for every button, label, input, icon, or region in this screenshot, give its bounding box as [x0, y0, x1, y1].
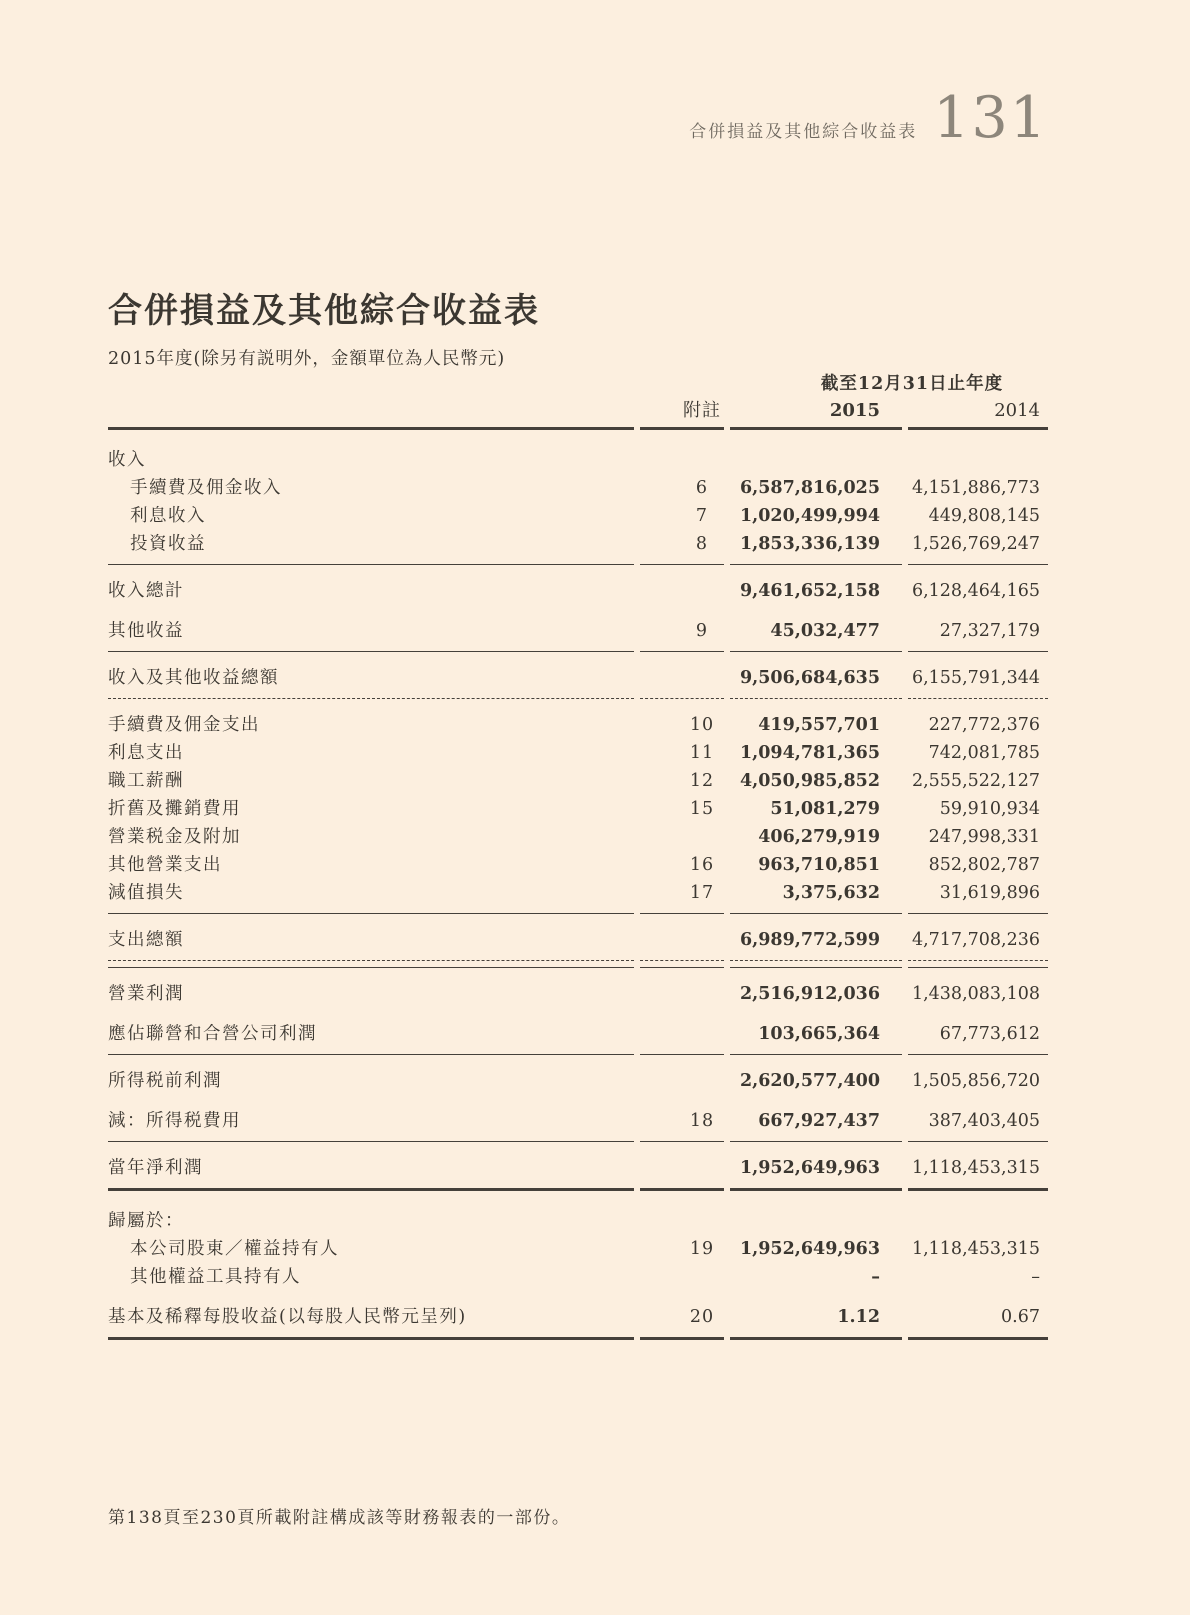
rule-segment — [730, 651, 902, 652]
rule-segment — [108, 651, 634, 652]
rule-segment — [640, 1188, 724, 1191]
rule-segment — [908, 960, 1048, 961]
table-row — [108, 1235, 1048, 1263]
table-row — [108, 823, 1048, 851]
row-value-2015: 6,587,816,025 — [739, 478, 880, 498]
row-value-2015 — [730, 450, 902, 470]
row-value-2015: 406,279,919 — [758, 827, 880, 847]
row-label: 手續費及佣金支出 — [108, 715, 260, 735]
table-row — [108, 767, 1048, 795]
row-value-2014: – — [1031, 1267, 1040, 1287]
row-label: 當年淨利潤 — [108, 1158, 203, 1178]
table-row — [108, 530, 1048, 558]
rule-segment — [908, 1141, 1048, 1142]
rule-segment — [108, 698, 634, 699]
rule-segment — [108, 960, 634, 961]
divider-thin — [108, 564, 1048, 565]
row-value-2014 — [908, 450, 1048, 470]
table-row — [108, 926, 1048, 954]
row-value-2015: 9,506,684,635 — [739, 668, 880, 688]
row-label: 所得税前利潤 — [108, 1071, 222, 1091]
row-note: 6 — [695, 478, 709, 498]
page-title: 合併損益及其他綜合收益表 — [108, 290, 540, 331]
rule-segment — [908, 967, 1048, 968]
row-value-2015: – — [871, 1267, 880, 1287]
rule-segment — [908, 698, 1048, 699]
row-label: 手續費及佣金收入 — [130, 478, 282, 498]
row-note: 18 — [689, 1111, 715, 1131]
row-value-2014: 852,802,787 — [928, 855, 1040, 875]
row-value-2015: 667,927,437 — [758, 1111, 880, 1131]
row-value-2014: 27,327,179 — [939, 621, 1040, 641]
table-row — [108, 1020, 1048, 1048]
income-statement-table — [108, 374, 1048, 1340]
row-value-2015: 419,557,701 — [758, 715, 880, 735]
divider-dashed — [108, 698, 1048, 699]
row-value-2015: 1.12 — [837, 1307, 880, 1327]
rule-segment — [108, 1188, 634, 1191]
rule-segment — [640, 651, 724, 652]
table-row — [108, 664, 1048, 692]
row-value-2014: 4,151,886,773 — [911, 478, 1040, 498]
rule-segment — [640, 427, 724, 430]
row-value-2014: 247,998,331 — [928, 827, 1040, 847]
row-value-2014: 31,619,896 — [939, 883, 1040, 903]
divider-thin — [108, 1054, 1048, 1055]
rule-segment — [908, 1188, 1048, 1191]
page-number: 131 — [933, 85, 1048, 151]
row-label: 收入總計 — [108, 581, 184, 601]
row-value-2015: 1,853,336,139 — [739, 534, 880, 554]
rule-segment — [640, 960, 724, 961]
row-note — [640, 984, 724, 1004]
row-value-2014: 1,438,083,108 — [911, 984, 1040, 1004]
rule-segment — [640, 967, 724, 968]
row-note: 12 — [689, 771, 715, 791]
footnote: 第138頁至230頁所載附註構成該等財務報表的一部份。 — [108, 1508, 571, 1528]
row-note: 11 — [689, 743, 715, 763]
column-header-row — [108, 401, 1048, 421]
divider-thin — [108, 1141, 1048, 1142]
table-row — [108, 879, 1048, 907]
rule-segment — [730, 1337, 902, 1340]
table-row — [108, 502, 1048, 530]
table-row — [108, 474, 1048, 502]
divider-thin — [108, 651, 1048, 652]
row-value-2014 — [908, 1211, 1048, 1231]
row-value-2015: 1,952,649,963 — [739, 1158, 880, 1178]
row-label: 減：所得税費用 — [108, 1111, 241, 1131]
row-value-2014: 227,772,376 — [928, 715, 1040, 735]
rule-segment — [908, 564, 1048, 565]
rule-segment — [108, 1141, 634, 1142]
row-label: 利息支出 — [108, 743, 184, 763]
rule-segment — [640, 698, 724, 699]
running-header — [689, 85, 1048, 151]
rule-segment — [730, 427, 902, 430]
divider-thick — [108, 1188, 1048, 1191]
rule-segment — [730, 1054, 902, 1055]
table-row — [108, 1207, 1048, 1235]
rule-segment — [108, 913, 634, 914]
row-label: 職工薪酬 — [108, 771, 184, 791]
row-note — [640, 581, 724, 601]
rule-segment — [730, 967, 902, 968]
row-label: 其他收益 — [108, 621, 184, 641]
divider-thick — [108, 427, 1048, 430]
rule-segment — [908, 427, 1048, 430]
table-row — [108, 851, 1048, 879]
row-value-2015: 2,516,912,036 — [739, 984, 880, 1004]
row-note — [640, 1267, 724, 1287]
running-header-title: 合併損益及其他綜合收益表 — [689, 122, 918, 142]
row-value-2015: 9,461,652,158 — [739, 581, 880, 601]
row-value-2014: 742,081,785 — [928, 743, 1040, 763]
row-value-2014: 0.67 — [1001, 1307, 1040, 1327]
rule-segment — [730, 698, 902, 699]
table-row — [108, 1067, 1048, 1095]
row-value-2014: 387,403,405 — [928, 1111, 1040, 1131]
row-note — [640, 827, 724, 847]
rule-segment — [908, 651, 1048, 652]
row-label: 減值損失 — [108, 883, 184, 903]
rule-segment — [108, 1337, 634, 1340]
rule-segment — [730, 913, 902, 914]
divider-thin — [108, 913, 1048, 914]
row-note — [640, 668, 724, 688]
row-value-2014: 1,505,856,720 — [911, 1071, 1040, 1091]
rule-segment — [908, 1054, 1048, 1055]
row-value-2015: 3,375,632 — [782, 883, 880, 903]
row-value-2014: 2,555,522,127 — [911, 771, 1040, 791]
rule-segment — [730, 1141, 902, 1142]
row-label: 收入及其他收益總額 — [108, 668, 279, 688]
row-value-2014: 1,118,453,315 — [911, 1158, 1040, 1178]
rule-segment — [640, 1054, 724, 1055]
row-value-2015: 963,710,851 — [758, 855, 880, 875]
row-label: 支出總額 — [108, 930, 184, 950]
row-label: 應佔聯營和合營公司利潤 — [108, 1024, 317, 1044]
rule-segment — [730, 960, 902, 961]
row-note — [640, 1071, 724, 1091]
row-note: 17 — [689, 883, 715, 903]
row-value-2015: 1,952,649,963 — [739, 1239, 880, 1259]
rule-segment — [730, 564, 902, 565]
row-label: 營業利潤 — [108, 984, 184, 1004]
divider-thin — [108, 967, 1048, 968]
table-row — [108, 577, 1048, 605]
row-value-2014: 59,910,934 — [939, 799, 1040, 819]
table-row — [108, 1107, 1048, 1135]
column-header-2015: 2015 — [829, 400, 880, 421]
row-label: 本公司股東／權益持有人 — [130, 1239, 339, 1259]
row-note: 20 — [689, 1307, 715, 1327]
table-row — [108, 1263, 1048, 1291]
column-header-2014: 2014 — [994, 400, 1040, 421]
row-label: 其他權益工具持有人 — [130, 1267, 301, 1287]
row-note — [640, 1158, 724, 1178]
row-value-2015: 1,094,781,365 — [739, 743, 880, 763]
period-header: 截至12月31日止年度 — [820, 374, 1004, 394]
rule-segment — [730, 1188, 902, 1191]
table-row — [108, 1154, 1048, 1182]
table-row — [108, 980, 1048, 1008]
page-subtitle: 2015年度(除另有説明外，金額單位為人民幣元) — [108, 348, 506, 369]
rule-segment — [108, 427, 634, 430]
row-value-2015: 103,665,364 — [758, 1024, 880, 1044]
row-note — [640, 1024, 724, 1044]
row-note: 10 — [689, 715, 715, 735]
row-value-2014: 6,155,791,344 — [911, 668, 1040, 688]
rule-segment — [640, 1141, 724, 1142]
row-value-2014: 1,118,453,315 — [911, 1239, 1040, 1259]
column-header-note: 附註 — [683, 400, 721, 421]
table-row — [108, 617, 1048, 645]
rule-segment — [640, 564, 724, 565]
row-note: 9 — [695, 621, 709, 641]
row-label: 利息收入 — [130, 506, 206, 526]
rule-segment — [108, 564, 634, 565]
rule-segment — [108, 1054, 634, 1055]
row-value-2015: 4,050,985,852 — [739, 771, 880, 791]
table-row — [108, 711, 1048, 739]
row-value-2015: 2,620,577,400 — [739, 1071, 880, 1091]
row-label: 基本及稀釋每股收益(以每股人民幣元呈列) — [108, 1307, 467, 1327]
row-value-2015: 1,020,499,994 — [739, 506, 880, 526]
row-note — [640, 930, 724, 950]
table-row — [108, 1303, 1048, 1331]
row-note — [640, 1211, 724, 1231]
row-value-2014: 67,773,612 — [939, 1024, 1040, 1044]
row-value-2015: 6,989,772,599 — [739, 930, 880, 950]
row-label: 其他營業支出 — [108, 855, 222, 875]
row-value-2014: 1,526,769,247 — [911, 534, 1040, 554]
rule-segment — [908, 1337, 1048, 1340]
row-value-2014: 449,808,145 — [928, 506, 1040, 526]
row-label: 折舊及攤銷費用 — [108, 799, 241, 819]
table-row — [108, 795, 1048, 823]
divider-thick — [108, 1337, 1048, 1340]
rule-segment — [640, 1337, 724, 1340]
row-label: 營業税金及附加 — [108, 827, 241, 847]
row-value-2015: 45,032,477 — [770, 621, 880, 641]
row-note: 15 — [689, 799, 715, 819]
row-note: 19 — [689, 1239, 715, 1259]
period-header-row — [108, 374, 1048, 394]
row-note: 8 — [695, 534, 709, 554]
row-value-2015: 51,081,279 — [770, 799, 880, 819]
table-row — [108, 739, 1048, 767]
rule-segment — [108, 967, 634, 968]
row-value-2014: 4,717,708,236 — [911, 930, 1040, 950]
rule-segment — [640, 913, 724, 914]
column-header-label — [108, 401, 634, 421]
divider-dashed — [108, 960, 1048, 961]
row-label: 歸屬於： — [108, 1211, 184, 1231]
row-label: 收入 — [108, 450, 146, 470]
row-note: 16 — [689, 855, 715, 875]
row-value-2015 — [730, 1211, 902, 1231]
row-label: 投資收益 — [130, 534, 206, 554]
rule-segment — [908, 913, 1048, 914]
row-note — [640, 450, 724, 470]
table-row — [108, 446, 1048, 474]
row-note: 7 — [695, 506, 709, 526]
row-value-2014: 6,128,464,165 — [911, 581, 1040, 601]
